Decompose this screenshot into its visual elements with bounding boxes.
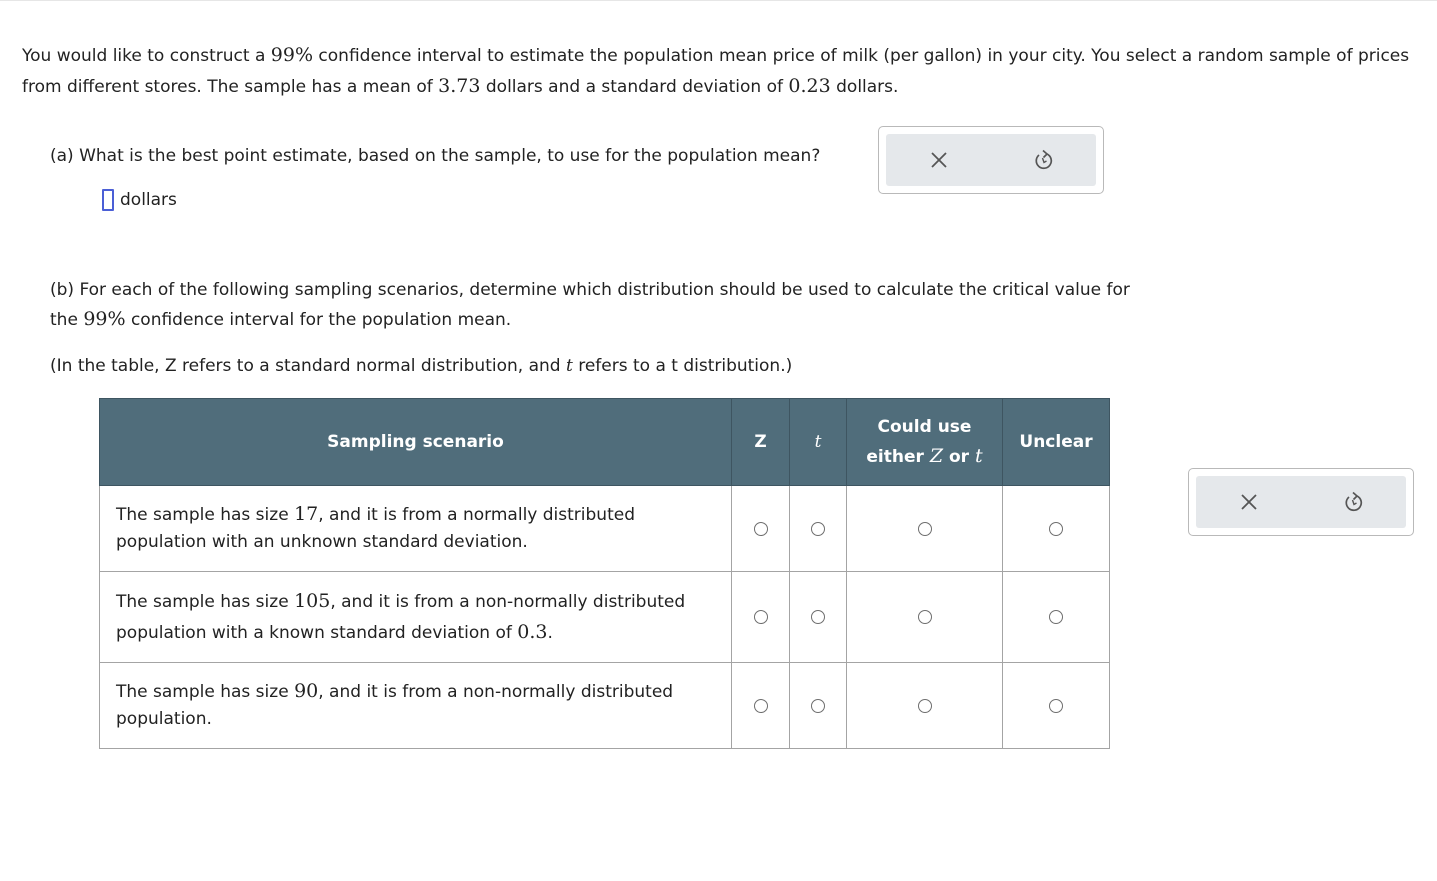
radio-cell-unclear [1003, 663, 1110, 749]
header-either-z-symbol: Z [929, 444, 944, 467]
undo-icon [1344, 491, 1364, 513]
reset-button[interactable] [1334, 482, 1374, 522]
part-a-answer-row [102, 187, 177, 213]
intro-text: dollars. [830, 77, 899, 97]
radio-cell-z [732, 572, 790, 663]
radio-cell-unclear [1003, 572, 1110, 663]
header-either-line2 [847, 442, 1002, 472]
table-note-t-symbol: t [565, 356, 573, 376]
part-a-tool-panel [878, 126, 1104, 194]
radio-either[interactable] [918, 699, 932, 713]
radio-cell-either [847, 572, 1003, 663]
scenario-sample-size: 17 [294, 503, 319, 525]
answer-unit-label: dollars [120, 190, 177, 210]
radio-t[interactable] [811, 522, 825, 536]
scenario-text: . [547, 623, 553, 643]
radio-z[interactable] [754, 699, 768, 713]
table-row [100, 572, 1110, 663]
part-a-question [50, 142, 820, 170]
radio-t[interactable] [811, 610, 825, 624]
part-b-text: confidence interval for the population mean. [125, 310, 512, 330]
part-b-confidence-level: 99% [83, 308, 126, 330]
radio-unclear[interactable] [1049, 699, 1063, 713]
point-estimate-input[interactable] [102, 189, 114, 211]
top-divider [0, 0, 1437, 1]
header-z: Z [732, 399, 790, 486]
header-either-line1: Could use [877, 416, 972, 437]
header-either-or: or [943, 446, 975, 467]
intro-text: You would like to construct a [22, 46, 271, 66]
table-row [100, 486, 1110, 572]
radio-cell-z [732, 663, 790, 749]
scenario-description [100, 486, 732, 572]
intro-text: confidence interval to estimate the population mean price of milk (per gallon) in your city. You select a random sample of prices from different stores. The sample has a mean of [22, 46, 1410, 97]
scenario-text: , and it is from a non-normally distributed population with a known standard deviation of [116, 592, 686, 643]
scenario-text: , and it is from a non-normally distributed population. [116, 682, 674, 729]
radio-either[interactable] [918, 522, 932, 536]
radio-cell-t [790, 486, 847, 572]
radio-unclear[interactable] [1049, 522, 1063, 536]
close-icon [1240, 493, 1258, 511]
scenario-text: The sample has size [116, 682, 295, 702]
part-b-question [50, 276, 1150, 335]
radio-unclear[interactable] [1049, 610, 1063, 624]
radio-cell-t [790, 572, 847, 663]
header-either-t-symbol: t [974, 444, 983, 467]
scenario-description [100, 663, 732, 749]
header-t-symbol: t [814, 431, 822, 452]
scenario-text: The sample has size [116, 505, 295, 525]
table-note-text: refers to a t distribution.) [572, 356, 793, 376]
table-header-row [100, 399, 1110, 486]
scenario-text: , and it is from a normally distributed population with an unknown standard deviation. [116, 505, 635, 552]
sampling-scenario-table [99, 398, 1110, 749]
radio-z[interactable] [754, 610, 768, 624]
radio-cell-either [847, 663, 1003, 749]
intro-sample-mean: 3.73 [438, 75, 481, 97]
tool-panel-inner [1196, 476, 1406, 528]
radio-t[interactable] [811, 699, 825, 713]
part-a-question-text: (a) What is the best point estimate, based on the sample, to use for the population mean? [50, 146, 821, 166]
header-unclear: Unclear [1003, 399, 1110, 486]
scenario-sample-size: 105 [294, 590, 331, 612]
clear-button[interactable] [919, 140, 959, 180]
intro-sample-sd: 0.23 [788, 75, 831, 97]
radio-cell-either [847, 486, 1003, 572]
scenario-text: The sample has size [116, 592, 295, 612]
scenario-sample-size: 90 [294, 680, 319, 702]
header-t [790, 399, 847, 486]
clear-button[interactable] [1229, 482, 1269, 522]
radio-cell-t [790, 663, 847, 749]
table-note-text: (In the table, Z refers to a standard normal distribution, and [50, 356, 566, 376]
radio-z[interactable] [754, 522, 768, 536]
undo-icon [1034, 149, 1054, 171]
part-b-tool-panel [1188, 468, 1414, 536]
intro-text: dollars and a standard deviation of [480, 77, 789, 97]
radio-cell-z [732, 486, 790, 572]
scenario-known-sd: 0.3 [517, 621, 548, 643]
header-either-prefix: either [866, 446, 930, 467]
close-icon [930, 151, 948, 169]
intro-confidence-level: 99% [270, 44, 314, 66]
part-b-text: (b) For each of the following sampling scenarios, determine which distribution should be used to calculate the critical value for the [50, 280, 1130, 330]
problem-intro [22, 40, 1417, 102]
radio-cell-unclear [1003, 486, 1110, 572]
header-either-z-or-t [847, 399, 1003, 486]
radio-either[interactable] [918, 610, 932, 624]
table-note [50, 352, 792, 380]
reset-button[interactable] [1024, 140, 1064, 180]
header-sampling-scenario: Sampling scenario [100, 399, 732, 486]
tool-panel-inner [886, 134, 1096, 186]
scenario-description [100, 572, 732, 663]
table-row [100, 663, 1110, 749]
